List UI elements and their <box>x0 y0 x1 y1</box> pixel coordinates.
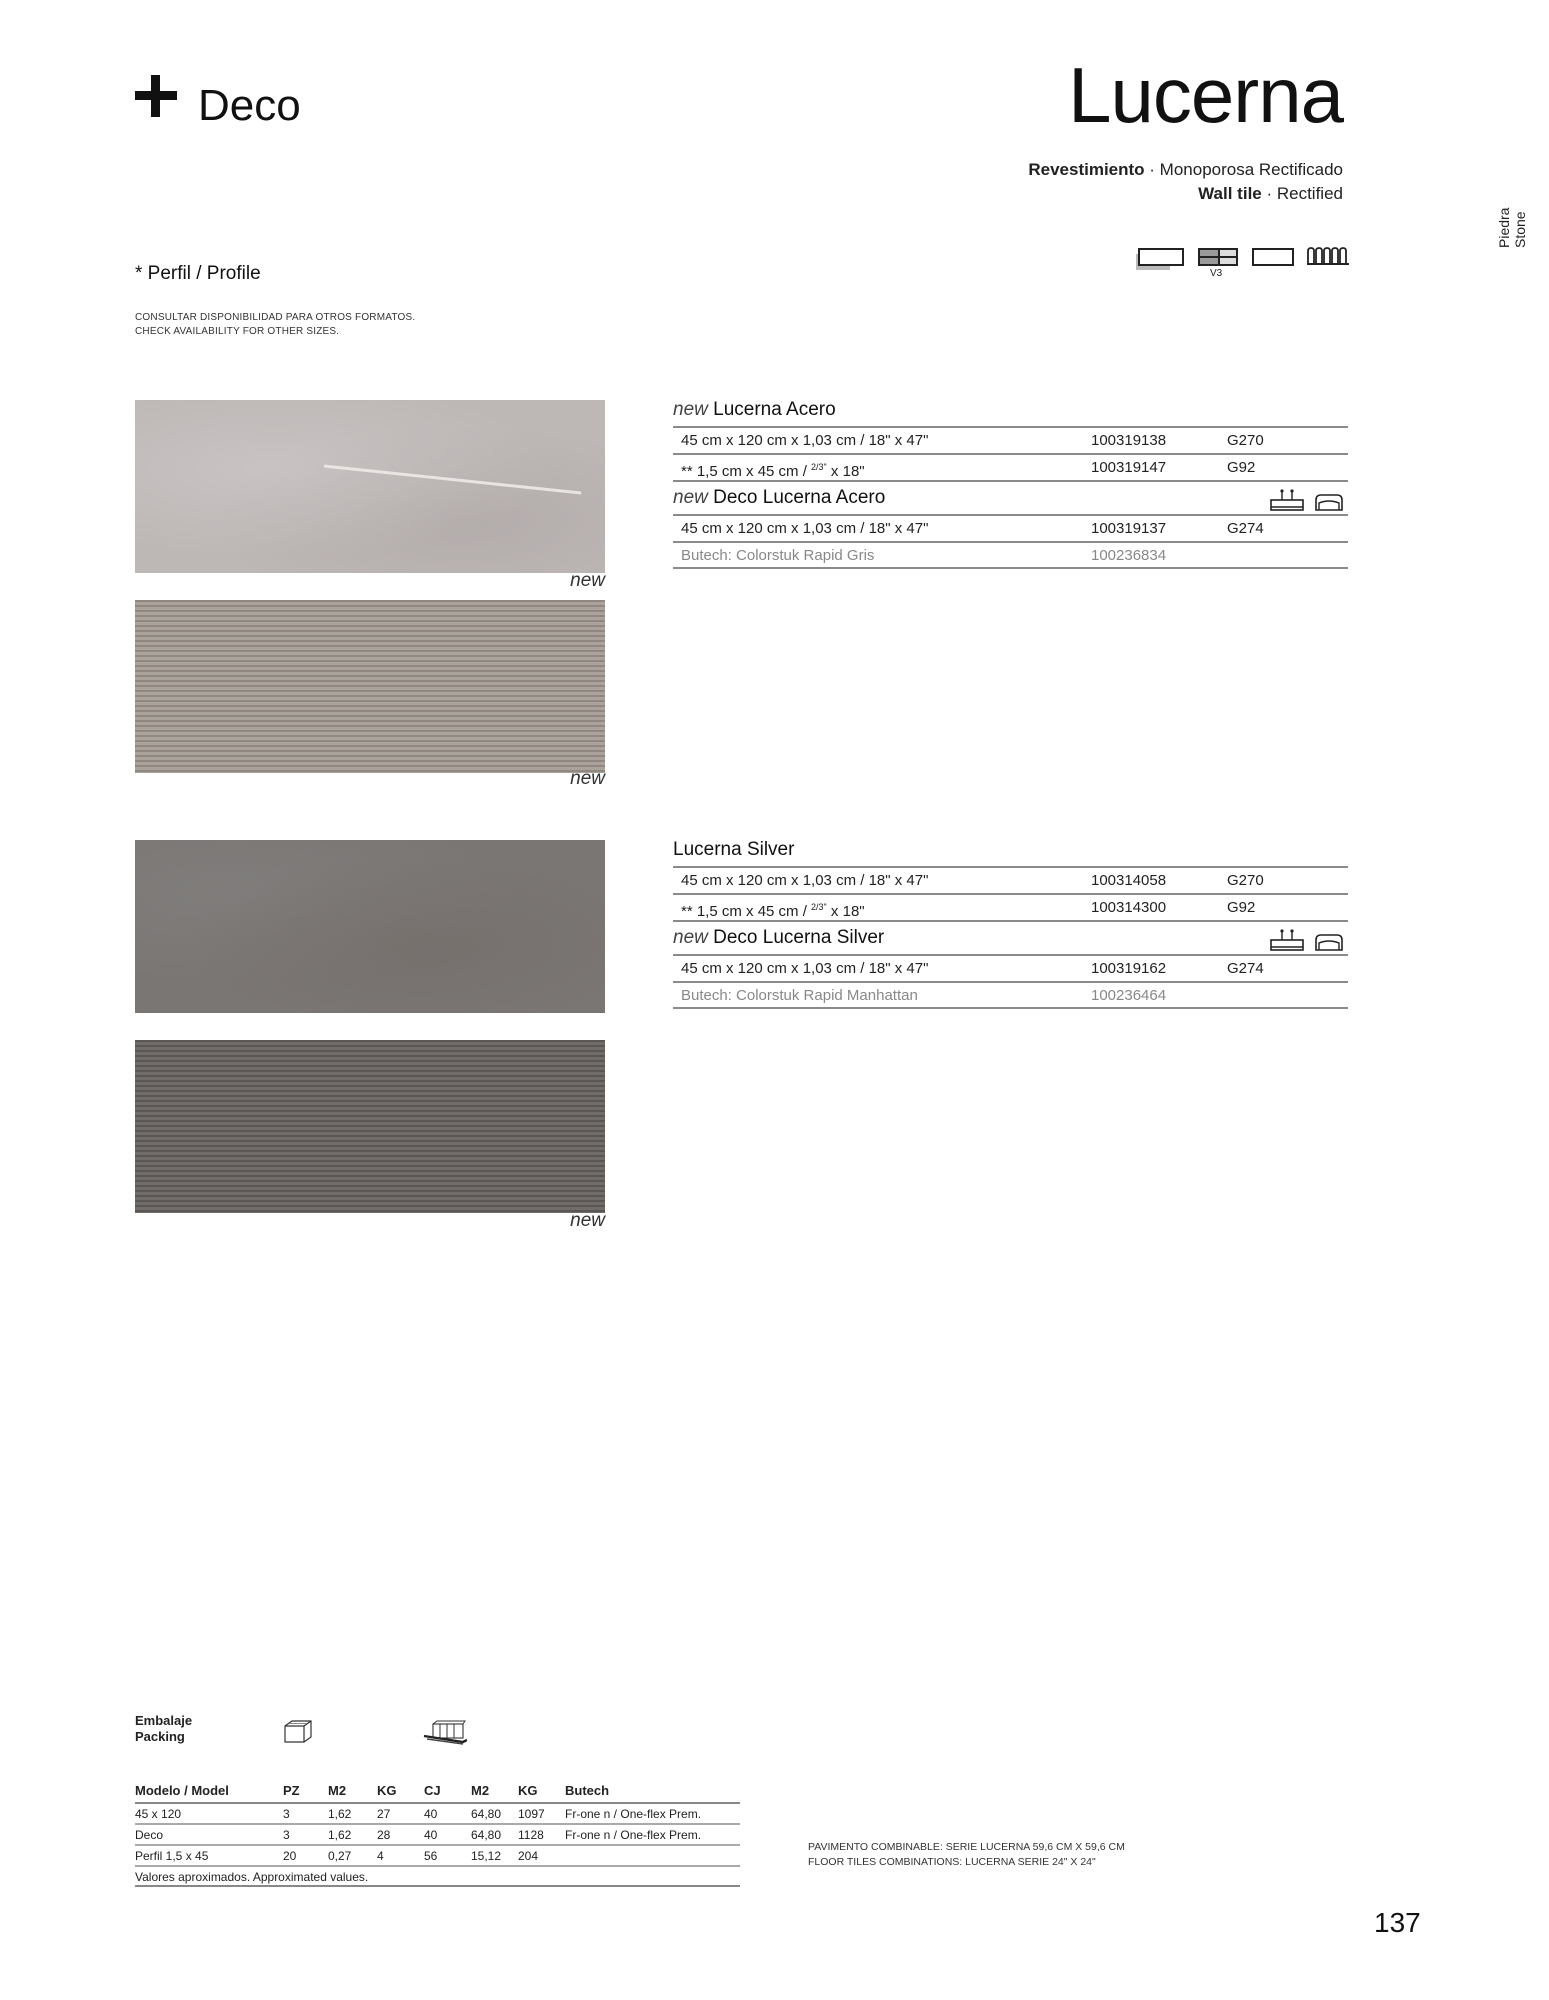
col-cj: CJ <box>424 1783 441 1798</box>
cell-m2-box: 0,27 <box>328 1849 352 1863</box>
variation-label: V3 <box>1210 268 1223 279</box>
cell-kg-pallet: 1128 <box>518 1828 544 1842</box>
price-group: G274 <box>1227 520 1264 537</box>
plus-icon <box>135 75 177 117</box>
subtitle-en-rest: · Rectified <box>1261 184 1343 203</box>
cell-cj: 40 <box>424 1807 438 1821</box>
butech-product: Butech: Colorstuk Rapid Manhattan <box>681 987 918 1004</box>
usage-icons <box>1270 488 1348 512</box>
table-row <box>673 954 1348 981</box>
col-pz: PZ <box>283 1783 300 1798</box>
cell-model: Perfil 1,5 x 45 <box>135 1849 209 1863</box>
availability-note-en: CHECK AVAILABILITY FOR OTHER SIZES. <box>135 326 340 337</box>
cell-kg-pallet: 204 <box>518 1849 539 1863</box>
tile-image-deco-lucerna-acero <box>135 600 605 773</box>
section-title: Deco <box>198 81 301 130</box>
cell-pz: 3 <box>283 1828 290 1842</box>
side-category-es: Piedra <box>1496 207 1512 248</box>
price-group: G270 <box>1227 432 1264 449</box>
cell-pz: 3 <box>283 1807 290 1821</box>
tile-image-lucerna-silver <box>135 840 605 1013</box>
cell-pz: 20 <box>283 1849 297 1863</box>
subtitle-en-bold: Wall tile <box>1198 184 1262 203</box>
table-row <box>673 514 1348 541</box>
table-row <box>135 1846 740 1867</box>
code: 100314058 <box>1091 872 1167 889</box>
cell-butech: Fr-one n / One-flex Prem. <box>565 1828 702 1842</box>
packing-title-en: Packing <box>135 1729 185 1744</box>
table-row <box>135 1825 740 1846</box>
box-icon <box>283 1719 313 1744</box>
wall-tile-shadow-icon <box>1138 248 1184 266</box>
col-kg-box: KG <box>377 1783 397 1798</box>
usage-icons <box>1270 928 1348 952</box>
deco-heading <box>673 480 1348 514</box>
cell-model: 45 x 120 <box>135 1807 182 1821</box>
tile-image-deco-lucerna-silver <box>135 1040 605 1213</box>
price-group: G92 <box>1227 459 1256 476</box>
butech-code: 100236834 <box>1091 547 1167 564</box>
subtitle-es-bold: Revestimiento <box>1028 160 1145 179</box>
floor-combination-note <box>808 1840 1125 1870</box>
packing-note <box>135 1867 740 1887</box>
deco-name: Deco Lucerna Acero <box>713 487 886 508</box>
bathroom-use-icon <box>1271 929 1303 950</box>
code: 100314300 <box>1091 899 1167 916</box>
living-room-use-icon <box>1316 935 1342 950</box>
cell-cj: 40 <box>424 1828 438 1842</box>
size: 45 cm x 120 cm x 1,03 cm / 18" x 47" <box>681 520 929 537</box>
product-heading <box>673 396 1348 426</box>
size: 45 cm x 120 cm x 1,03 cm / 18" x 47" <box>681 960 929 977</box>
living-room-use-icon <box>1316 495 1342 510</box>
col-model: Modelo / Model <box>135 1783 229 1798</box>
cell-m2-pallet: 15,12 <box>471 1849 502 1863</box>
availability-note-es: CONSULTAR DISPONIBILIDAD PARA OTROS FORMATOS. <box>135 312 416 323</box>
cell-m2-pallet: 64,80 <box>471 1807 502 1821</box>
size-pre: ** 1,5 cm x 45 cm / <box>681 903 812 920</box>
cell-m2-box: 1,62 <box>328 1807 352 1821</box>
v3-variation-icon <box>1198 248 1238 266</box>
cell-kg-box: 27 <box>377 1807 391 1821</box>
series-title: Lucerna <box>1068 51 1343 139</box>
price-group: G92 <box>1227 899 1256 916</box>
table-row <box>135 1804 740 1825</box>
cell-kg-pallet: 1097 <box>518 1807 545 1821</box>
code: 100319137 <box>1091 520 1167 537</box>
profile-relief-icon <box>1306 246 1350 266</box>
new-tag: new <box>570 768 605 789</box>
subtitle-es <box>1028 160 1343 180</box>
packing-table-header <box>135 1778 740 1804</box>
table-row <box>673 866 1348 893</box>
rectified-tile-icon <box>1252 248 1294 266</box>
col-m2-pallet: M2 <box>471 1783 490 1798</box>
col-butech: Butech <box>565 1783 610 1798</box>
size-post: x 18" <box>826 903 865 920</box>
size: 45 cm x 120 cm x 1,03 cm / 18" x 47" <box>681 432 929 449</box>
new-prefix: new <box>673 399 708 420</box>
cell-model: Deco <box>135 1828 164 1842</box>
packing-title-es: Embalaje <box>135 1713 193 1728</box>
new-prefix: new <box>673 927 708 948</box>
size-pre: ** 1,5 cm x 45 cm / <box>681 463 812 480</box>
approx-values-note: Valores aproximados. Approximated values. <box>135 1870 369 1884</box>
table-row <box>673 453 1348 480</box>
bathroom-use-icon <box>1271 489 1303 510</box>
side-category-en: Stone <box>1512 211 1528 248</box>
product-name: Lucerna Silver <box>673 839 795 860</box>
cell-kg-box: 4 <box>377 1849 384 1863</box>
code: 100319138 <box>1091 432 1167 449</box>
availability-note <box>135 311 415 339</box>
cell-kg-box: 28 <box>377 1828 391 1842</box>
deco-heading <box>673 920 1348 954</box>
new-prefix: new <box>673 487 708 508</box>
format-icons <box>1136 246 1350 286</box>
cell-m2-pallet: 64,80 <box>471 1828 502 1842</box>
packing-table <box>135 1778 740 1887</box>
price-group: G274 <box>1227 960 1264 977</box>
deco-name: Deco Lucerna Silver <box>713 927 885 948</box>
product-table-lucerna-acero <box>673 396 1348 569</box>
price-group: G270 <box>1227 872 1264 889</box>
table-row <box>673 893 1348 920</box>
cell-m2-box: 1,62 <box>328 1828 352 1842</box>
butech-row <box>673 981 1348 1009</box>
size-post: x 18" <box>826 463 865 480</box>
floor-note-es: PAVIMENTO COMBINABLE: SERIE LUCERNA 59,6 CM X 59,6 CM <box>808 1841 1125 1853</box>
side-category-label <box>1496 208 1528 248</box>
side-category-tab <box>1496 194 1536 248</box>
new-tag: new <box>570 570 605 591</box>
size-fraction: 2/3" <box>811 462 827 472</box>
col-kg-pallet: KG <box>518 1783 538 1798</box>
butech-product: Butech: Colorstuk Rapid Gris <box>681 547 875 564</box>
code: 100319162 <box>1091 960 1167 977</box>
code: 100319147 <box>1091 459 1167 476</box>
new-tag: new <box>570 1210 605 1231</box>
butech-code: 100236464 <box>1091 987 1167 1004</box>
size: 45 cm x 120 cm x 1,03 cm / 18" x 47" <box>681 872 929 889</box>
col-m2-box: M2 <box>328 1783 347 1798</box>
product-heading <box>673 836 1348 866</box>
tile-image-lucerna-acero <box>135 400 605 573</box>
cell-cj: 56 <box>424 1849 438 1863</box>
subtitle-es-rest: · Monoporosa Rectificado <box>1144 160 1343 179</box>
table-row <box>673 426 1348 453</box>
butech-row <box>673 541 1348 569</box>
subtitle-en <box>1198 184 1343 204</box>
product-table-lucerna-silver <box>673 836 1348 1009</box>
cell-butech: Fr-one n / One-flex Prem. <box>565 1807 702 1821</box>
product-name: Lucerna Acero <box>713 399 836 420</box>
page-number: 137 <box>1374 1907 1421 1938</box>
marble-vein <box>324 464 581 494</box>
floor-note-en: FLOOR TILES COMBINATIONS: LUCERNA SERIE 24" X 24" <box>808 1856 1096 1868</box>
profile-note: * Perfil / Profile <box>135 263 261 284</box>
size-fraction: 2/3" <box>811 902 827 912</box>
pallet-icon <box>423 1720 467 1746</box>
packing-title <box>135 1713 192 1745</box>
